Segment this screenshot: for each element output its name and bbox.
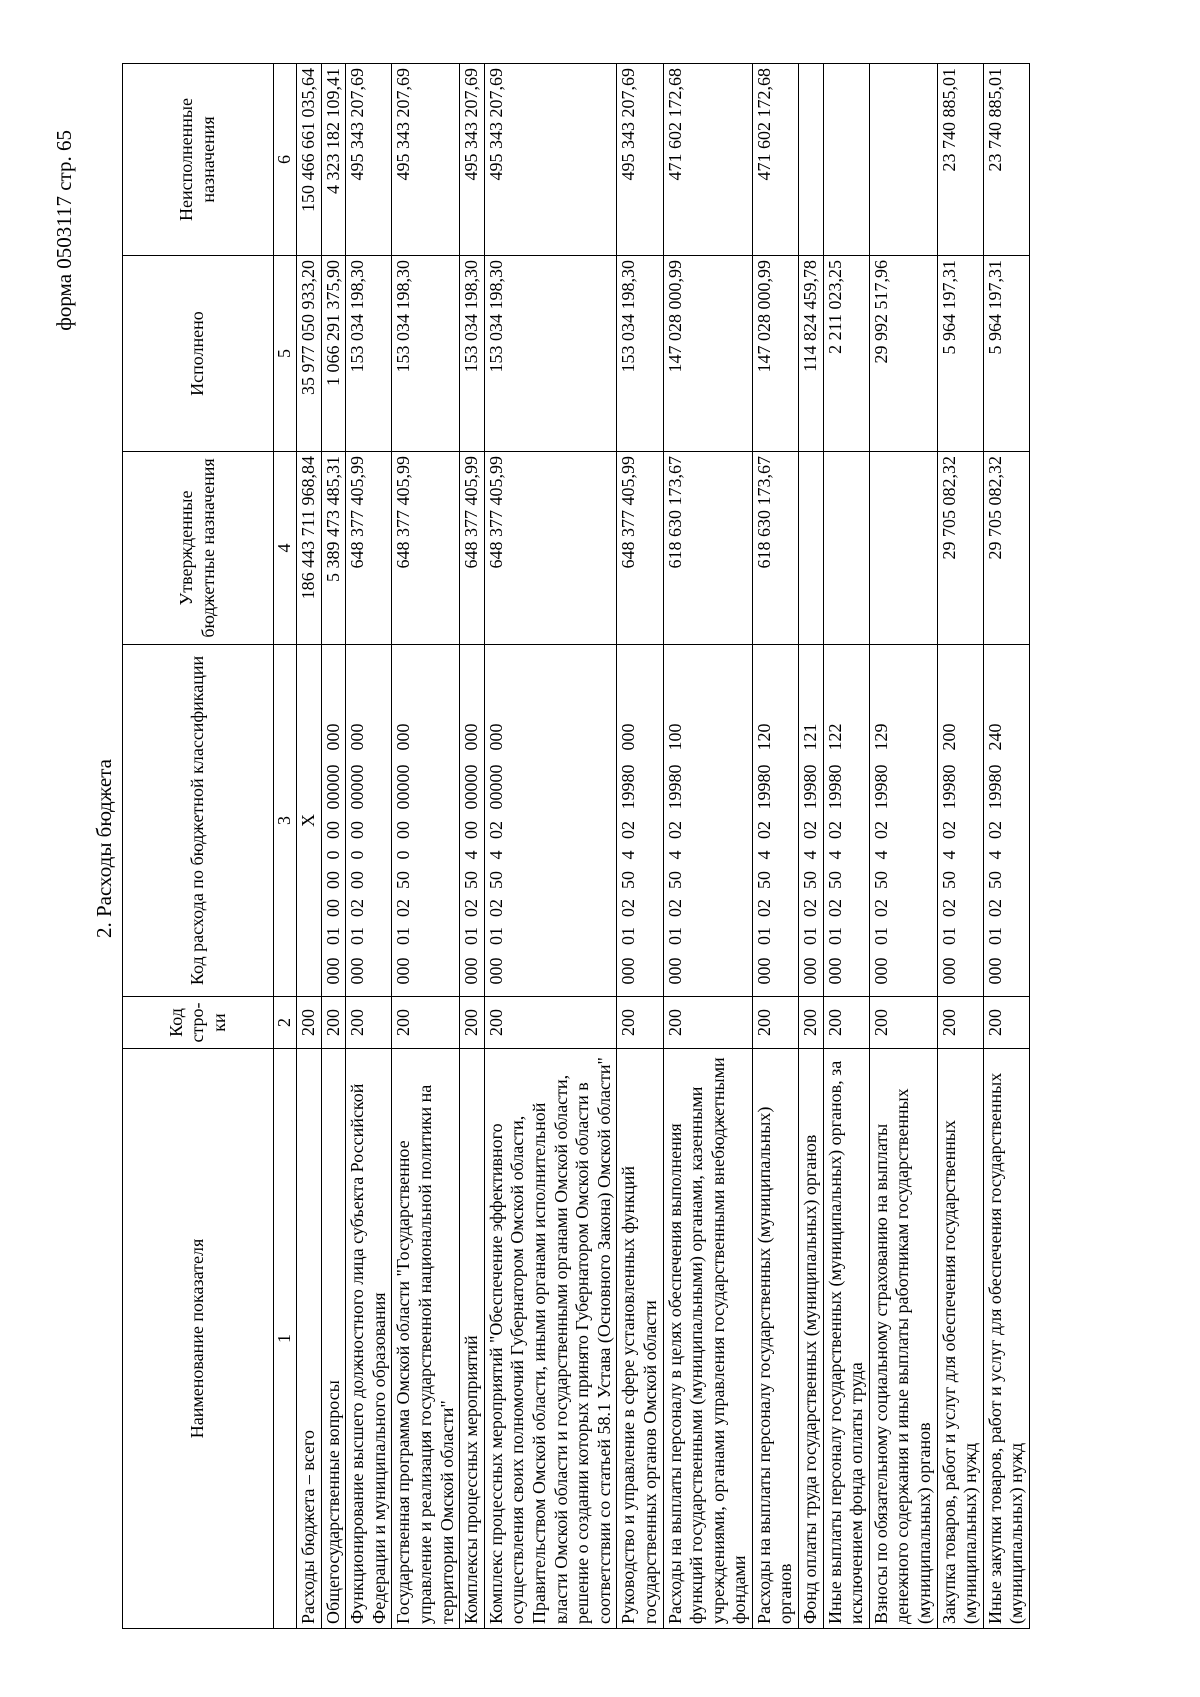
approved-amount-cell: 618 630 173,67	[752, 452, 798, 645]
remaining-amount-cell: 495 343 207,69	[392, 64, 460, 256]
expense-code-parts	[800, 649, 822, 992]
executed-amount-cell: 5 964 197,31	[937, 256, 983, 452]
line-code-cell: 200	[484, 997, 617, 1049]
remaining-amount-cell: 471 602 172,68	[752, 64, 798, 256]
code-part: 50	[461, 871, 482, 889]
code-part: 50	[753, 871, 774, 889]
code-part: 02	[753, 899, 774, 917]
executed-amount-cell: 35 977 050 933,20	[297, 256, 322, 452]
remaining-amount-cell: 23 740 885,01	[983, 64, 1029, 256]
code-part: 50	[824, 871, 845, 889]
executed-amount-cell: 114 824 459,78	[799, 256, 824, 452]
code-part: 122	[824, 723, 845, 751]
code-part: 000	[393, 723, 414, 751]
expense-code-cell	[484, 645, 617, 997]
code-part: 02	[618, 821, 639, 839]
code-part: 02	[485, 899, 506, 917]
indicator-name-cell: Иные закупки товаров, работ и услуг для обеспечения государственных (муниципальных) нужд	[983, 1049, 1029, 1629]
code-part: 02	[664, 821, 685, 839]
code-part: 0	[393, 850, 414, 860]
code-part: 50	[393, 871, 414, 889]
approved-amount-cell	[823, 452, 869, 645]
approved-amount-cell	[799, 452, 824, 645]
column-number: 2	[274, 997, 297, 1049]
code-part: 000	[938, 957, 959, 985]
code-part: 4	[485, 850, 506, 860]
approved-amount-cell	[869, 452, 937, 645]
code-part: 01	[322, 927, 343, 945]
code-part: 00000	[485, 764, 506, 810]
code-part: 19980	[824, 764, 845, 810]
code-part: 000	[347, 957, 368, 985]
code-part: 000	[347, 723, 368, 751]
expense-code-parts	[393, 649, 415, 992]
remaining-amount-cell: 495 343 207,69	[460, 64, 485, 256]
code-part: 000	[800, 957, 821, 985]
code-part: 50	[485, 871, 506, 889]
expense-code-cell	[321, 645, 346, 997]
code-part: 02	[824, 821, 845, 839]
table-row	[617, 64, 663, 1629]
indicator-name-cell: Руководство и управление в сфере установленных функций государственных органов Омской области	[617, 1049, 663, 1629]
code-part: 19980	[664, 764, 685, 810]
code-part: 02	[393, 899, 414, 917]
expense-code-cell	[346, 645, 392, 997]
expense-code-parts	[754, 649, 776, 992]
code-part: 4	[618, 850, 639, 860]
header-executed: Исполнено	[123, 256, 274, 452]
expense-code-parts	[939, 649, 961, 992]
code-part: 129	[870, 723, 891, 751]
expense-code-cell: X	[297, 645, 322, 997]
column-number: 3	[274, 645, 297, 997]
expense-code-parts	[461, 649, 483, 992]
table-row	[346, 64, 392, 1629]
remaining-amount-cell	[869, 64, 937, 256]
code-part: 02	[824, 899, 845, 917]
remaining-amount-cell	[799, 64, 824, 256]
remaining-amount-cell: 495 343 207,69	[617, 64, 663, 256]
executed-amount-cell: 29 992 517,96	[869, 256, 937, 452]
code-part: 00000	[347, 764, 368, 810]
code-part: 01	[800, 927, 821, 945]
code-part: 000	[393, 957, 414, 985]
line-code-cell: 200	[823, 997, 869, 1049]
table-row	[823, 64, 869, 1629]
expenditure-table	[122, 63, 1030, 1629]
code-part: 00	[393, 821, 414, 839]
executed-amount-cell: 153 034 198,30	[484, 256, 617, 452]
executed-amount-cell: 2 211 023,25	[823, 256, 869, 452]
indicator-name-cell: Фонд оплаты труда государственных (муниципальных) органов	[799, 1049, 824, 1629]
code-part: 01	[347, 927, 368, 945]
code-part: 02	[664, 899, 685, 917]
header-approved: Утвержденные бюджетные назначения	[123, 452, 274, 645]
header-expense-code: Код расхода по бюджетной классификации	[123, 645, 274, 997]
code-part: 02	[938, 821, 959, 839]
column-number: 6	[274, 64, 297, 256]
indicator-name-cell: Функционирование высшего должностного лица субъекта Российской Федерации и муниципального образования	[346, 1049, 392, 1629]
code-part: 4	[824, 850, 845, 860]
code-part: 50	[664, 871, 685, 889]
code-part: 02	[347, 899, 368, 917]
table-row	[983, 64, 1029, 1629]
code-part: 4	[984, 850, 1005, 860]
approved-amount-cell: 29 705 082,32	[937, 452, 983, 645]
line-code-cell: 200	[663, 997, 752, 1049]
approved-amount-cell: 29 705 082,32	[983, 452, 1029, 645]
code-part: 00	[322, 871, 343, 889]
code-part: 0	[347, 850, 368, 860]
expense-code-cell	[937, 645, 983, 997]
indicator-name-cell: Взносы по обязательному социальному страхованию на выплаты денежного содержания и иные выплаты работникам государственных (муниципальных) органов	[869, 1049, 937, 1629]
code-part: 240	[984, 723, 1005, 751]
indicator-name-cell: Комплекс процессных мероприятий "Обеспечение эффективного осуществления своих полномочий Губернатором Омской области, Правительством Омской области, иными органами исполнительной власти Омской области и государственными органами Омской области, решение о создании которых принято Губернатором Омской области в соответствии со статьей 58.1 Устава (Основного Закона) Омской области"	[484, 1049, 617, 1629]
table-row	[321, 64, 346, 1629]
indicator-name-cell: Общегосударственные вопросы	[321, 1049, 346, 1629]
line-code-cell: 200	[460, 997, 485, 1049]
code-part: 02	[984, 821, 1005, 839]
line-code-cell: 200	[321, 997, 346, 1049]
code-part: 000	[485, 723, 506, 751]
approved-amount-cell: 648 377 405,99	[617, 452, 663, 645]
line-code-cell: 200	[297, 997, 322, 1049]
code-part: 02	[800, 821, 821, 839]
remaining-amount-cell: 4 323 182 109,41	[321, 64, 346, 256]
code-part: 000	[322, 957, 343, 985]
table-row	[392, 64, 460, 1629]
executed-amount-cell: 1 066 291 375,90	[321, 256, 346, 452]
code-part: 121	[800, 723, 821, 751]
table-row	[937, 64, 983, 1629]
code-part: 200	[938, 723, 959, 751]
code-part: 50	[618, 871, 639, 889]
table-row	[752, 64, 798, 1629]
table-row	[663, 64, 752, 1629]
indicator-name-cell: Расходы на выплаты персоналу государственных (муниципальных) органов	[752, 1049, 798, 1629]
header-line-code: Код стро-ки	[123, 997, 274, 1049]
column-number-row	[274, 64, 297, 1629]
code-part: 19980	[938, 764, 959, 810]
code-part: 4	[753, 850, 774, 860]
expense-code-parts	[665, 649, 687, 992]
code-part: 4	[664, 850, 685, 860]
code-part: 02	[800, 899, 821, 917]
expense-code-parts	[618, 649, 640, 992]
expense-code-cell	[617, 645, 663, 997]
column-number: 1	[274, 1049, 297, 1629]
code-part: 00	[461, 821, 482, 839]
code-part: 19980	[800, 764, 821, 810]
line-code-cell: 200	[617, 997, 663, 1049]
code-part: 02	[461, 899, 482, 917]
code-part: 4	[461, 850, 482, 860]
code-part: 000	[461, 957, 482, 985]
code-part: 4	[870, 850, 891, 860]
expense-code-cell	[663, 645, 752, 997]
code-part: 120	[753, 723, 774, 751]
code-part: 0	[322, 850, 343, 860]
approved-amount-cell: 648 377 405,99	[460, 452, 485, 645]
expense-code-parts	[323, 649, 345, 992]
table-row	[799, 64, 824, 1629]
form-reference: форма 0503117 стр. 65	[52, 130, 76, 331]
code-part: 00	[347, 821, 368, 839]
code-part: 00000	[393, 764, 414, 810]
indicator-name-cell: Расходы на выплаты персоналу в целях обеспечения выполнения функций государственными (муниципальными) органами, казенными учреждениями, органами управления государственными внебюджетными фондами	[663, 1049, 752, 1629]
remaining-amount-cell: 150 466 661 035,64	[297, 64, 322, 256]
line-code-cell: 200	[752, 997, 798, 1049]
line-code-cell: 200	[799, 997, 824, 1049]
line-code-cell: 200	[983, 997, 1029, 1049]
code-part: 50	[938, 871, 959, 889]
code-part: 02	[618, 899, 639, 917]
remaining-amount-cell: 23 740 885,01	[937, 64, 983, 256]
executed-amount-cell: 5 964 197,31	[983, 256, 1029, 452]
executed-amount-cell: 153 034 198,30	[392, 256, 460, 452]
code-part: 000	[984, 957, 1005, 985]
expense-code-cell	[752, 645, 798, 997]
code-part: 01	[938, 927, 959, 945]
indicator-name-cell: Расходы бюджета – всего	[297, 1049, 322, 1629]
code-part: 01	[870, 927, 891, 945]
code-part: 100	[664, 723, 685, 751]
executed-amount-cell: 147 028 000,99	[663, 256, 752, 452]
code-part: 000	[485, 957, 506, 985]
code-part: 000	[870, 957, 891, 985]
code-part: 02	[870, 821, 891, 839]
table-row	[297, 64, 322, 1629]
header-name: Наименование показателя	[123, 1049, 274, 1629]
code-part: 01	[461, 927, 482, 945]
expense-code-parts	[825, 649, 847, 992]
code-part: 000	[664, 957, 685, 985]
expense-code-cell	[392, 645, 460, 997]
code-part: 50	[870, 871, 891, 889]
approved-amount-cell: 186 443 711 968,84	[297, 452, 322, 645]
approved-amount-cell: 648 377 405,99	[346, 452, 392, 645]
executed-amount-cell: 153 034 198,30	[346, 256, 392, 452]
code-part: 01	[824, 927, 845, 945]
code-part: 02	[870, 899, 891, 917]
executed-amount-cell: 153 034 198,30	[617, 256, 663, 452]
code-part: 02	[753, 821, 774, 839]
indicator-name-cell: Закупка товаров, работ и услуг для обеспечения государственных (муниципальных) нужд	[937, 1049, 983, 1629]
code-part: 00000	[322, 764, 343, 810]
section-title: 2. Расходы бюджета	[92, 759, 116, 938]
expense-code-parts	[985, 649, 1007, 992]
remaining-amount-cell: 471 602 172,68	[663, 64, 752, 256]
code-part: 02	[984, 899, 1005, 917]
expense-code-parts	[347, 649, 369, 992]
expense-code-parts	[486, 649, 508, 992]
code-part: 50	[984, 871, 1005, 889]
code-part: 000	[618, 957, 639, 985]
executed-amount-cell: 153 034 198,30	[460, 256, 485, 452]
code-part: 02	[485, 821, 506, 839]
code-part: 19980	[984, 764, 1005, 810]
remaining-amount-cell	[823, 64, 869, 256]
code-part: 01	[753, 927, 774, 945]
code-part: 01	[618, 927, 639, 945]
table-row	[484, 64, 617, 1629]
code-part: 02	[938, 899, 959, 917]
expense-code-cell	[799, 645, 824, 997]
line-code-cell: 200	[869, 997, 937, 1049]
code-part: 01	[984, 927, 1005, 945]
code-part: 00	[322, 821, 343, 839]
code-part: 000	[461, 723, 482, 751]
code-part: 01	[664, 927, 685, 945]
code-part: 4	[938, 850, 959, 860]
code-part: 00	[322, 899, 343, 917]
approved-amount-cell: 5 389 473 485,31	[321, 452, 346, 645]
indicator-name-cell: Иные выплаты персоналу государственных (муниципальных) органов, за исключением фонда оплаты труда	[823, 1049, 869, 1629]
expense-code-cell	[823, 645, 869, 997]
expense-code-cell	[460, 645, 485, 997]
executed-amount-cell: 147 028 000,99	[752, 256, 798, 452]
remaining-amount-cell: 495 343 207,69	[484, 64, 617, 256]
table-row	[460, 64, 485, 1629]
indicator-name-cell: Государственная программа Омской области "Государственное управление и реализация государственной национальной политики на территории Омской области"	[392, 1049, 460, 1629]
code-part: 00000	[461, 764, 482, 810]
code-part: 00	[347, 871, 368, 889]
line-code-cell: 200	[346, 997, 392, 1049]
code-part: 50	[800, 871, 821, 889]
code-part: 01	[485, 927, 506, 945]
indicator-name-cell: Комплексы процессных мероприятий	[460, 1049, 485, 1629]
line-code-cell: 200	[392, 997, 460, 1049]
code-part: 000	[322, 723, 343, 751]
code-part: 19980	[870, 764, 891, 810]
approved-amount-cell: 618 630 173,67	[663, 452, 752, 645]
expense-code-parts	[871, 649, 893, 992]
code-part: 19980	[618, 764, 639, 810]
remaining-amount-cell: 495 343 207,69	[346, 64, 392, 256]
code-part: 19980	[753, 764, 774, 810]
header-remaining: Неисполненные назначения	[123, 64, 274, 256]
line-code-cell: 200	[937, 997, 983, 1049]
approved-amount-cell: 648 377 405,99	[392, 452, 460, 645]
expense-code-cell	[983, 645, 1029, 997]
code-part: 000	[753, 957, 774, 985]
header-row	[123, 64, 274, 1629]
column-number: 5	[274, 256, 297, 452]
table-body	[297, 64, 1030, 1629]
table-row	[869, 64, 937, 1629]
approved-amount-cell: 648 377 405,99	[484, 452, 617, 645]
code-part: 4	[800, 850, 821, 860]
code-part: 000	[618, 723, 639, 751]
column-number: 4	[274, 452, 297, 645]
expense-code-cell	[869, 645, 937, 997]
code-part: 000	[824, 957, 845, 985]
code-part: 01	[393, 927, 414, 945]
